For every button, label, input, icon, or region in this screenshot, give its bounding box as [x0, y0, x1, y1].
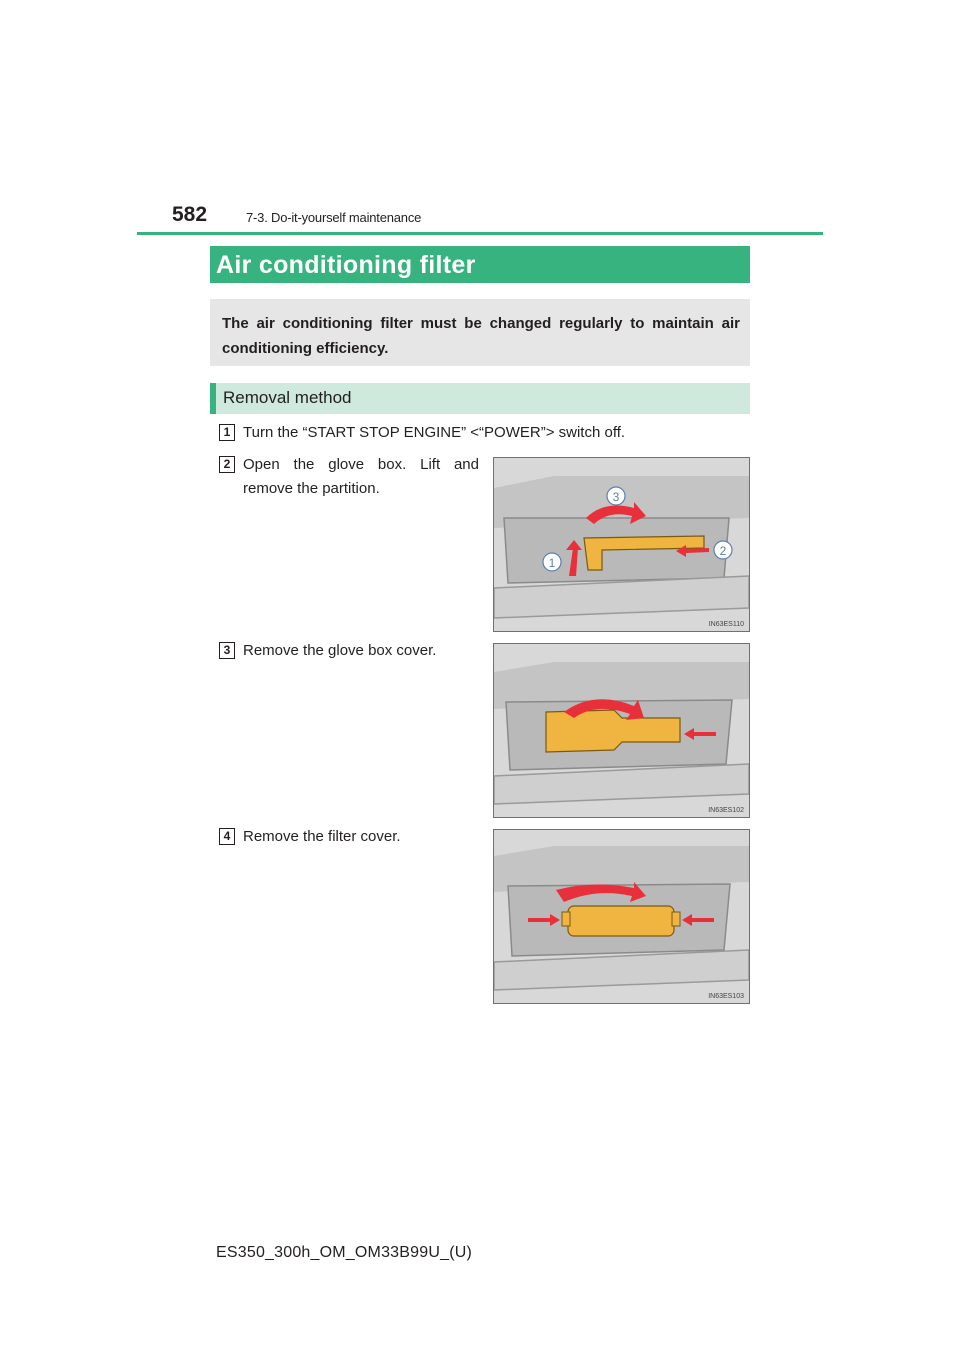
section-title: Air conditioning filter	[216, 251, 476, 279]
step-2-badge: 2	[219, 456, 235, 473]
fig1-code: IN63ES110	[708, 621, 744, 628]
fig3-cover-tab-right	[672, 912, 680, 926]
figure-glovebox-cover-removal	[493, 643, 750, 818]
step-3-text: Remove the glove box cover.	[243, 642, 437, 659]
fig2-code: IN63ES102	[708, 807, 744, 814]
page-number: 582	[172, 203, 208, 226]
chapter-title: 7-3. Do-it-yourself maintenance	[246, 210, 422, 225]
step-1-text: Turn the “START STOP ENGINE” <“POWER”> switch off.	[243, 424, 626, 441]
step-4-badge: 4	[219, 828, 235, 845]
step-1-badge: 1	[219, 424, 235, 441]
fig3-cover-tab-left	[562, 912, 570, 926]
fig3-filter-cover	[568, 906, 674, 936]
subsection-accent	[210, 383, 216, 414]
subsection-title: Removal method	[223, 388, 352, 407]
step-3-badge: 3	[219, 642, 235, 659]
fig1-callout-3-label: 3	[612, 490, 620, 504]
fig1-callout-1-label: 1	[548, 556, 556, 570]
header-rule	[137, 232, 823, 235]
document-id: ES350_300h_OM_OM33B99U_(U)	[216, 1244, 473, 1261]
step-4-text: Remove the filter cover.	[243, 828, 401, 845]
figure-3-illustration	[494, 830, 749, 1003]
figure-1-illustration	[494, 458, 749, 631]
figure-2-illustration	[494, 644, 749, 817]
intro-text: The air conditioning filter must be changed regularly to maintain air conditioning efficiency.	[222, 315, 740, 357]
step-2-text: Open the glove box. Lift and remove the partition.	[243, 456, 479, 497]
figure-partition-removal	[493, 457, 750, 632]
fig1-callout-2-label: 2	[719, 544, 727, 558]
fig3-code: IN63ES103	[708, 993, 744, 1000]
figure-filter-cover-removal	[493, 829, 750, 1004]
